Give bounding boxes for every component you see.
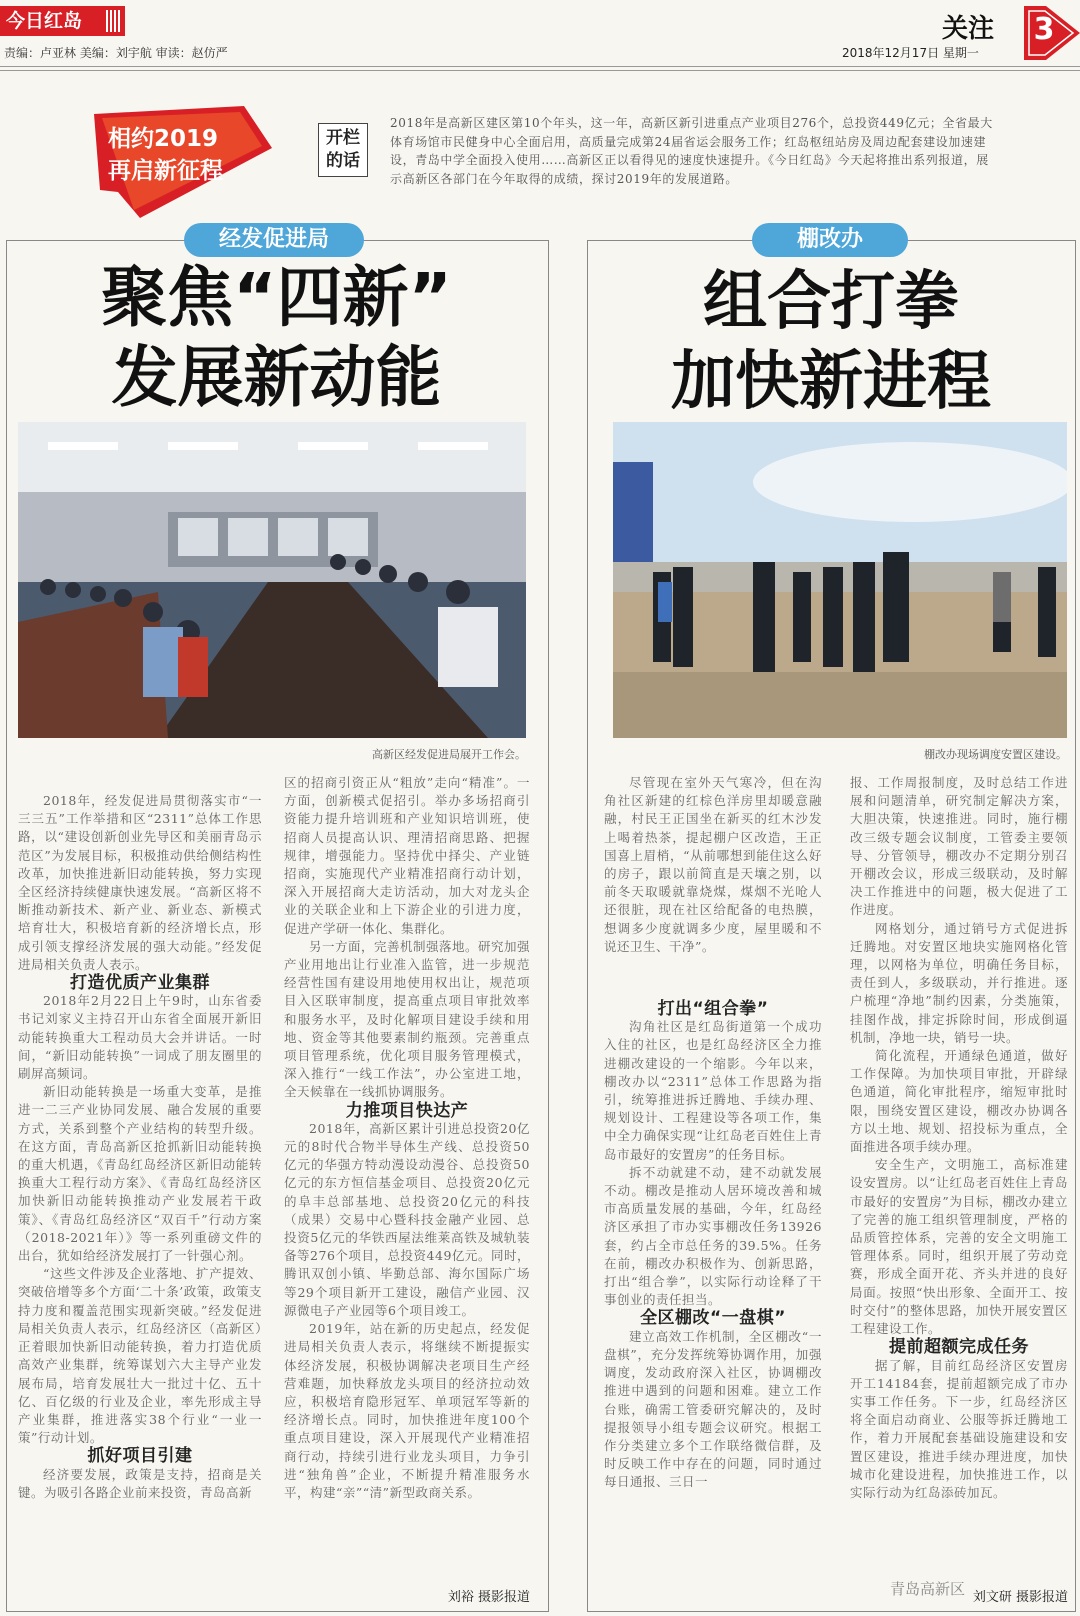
banner-line-2: 再启新征程 [108,158,223,184]
left-headline [10,258,543,418]
paragraph: 另一方面，完善机制强落地。研究加强产业用地出让行业准入监管，进一步规范经营性国有建设用地使用权出让，规范项目入区联审制度，提高重点项目审批效率和服务水平，及时化解项目建设手续和用地、资金等其他要素制约瓶颈。完善重点项目管理系统，优化项目服务管理模式，深入推行“一线工作法”，办公室进工地，全天候靠在一线抓协调服务。 [284,938,530,1100]
paragraph: 报、工作周报制度，及时总结工作进展和问题清单，研究制定解决方案，大胆决策，快速推进。同时，施行棚改三级专题会议制度，工管委主要领导、分管领导，棚改办不定期分别召开棚改会议，形成三级联动，及时解决工作推进中的问题，极大促进了工作进度。 [850,775,1068,918]
section-title: 关注 [942,14,995,44]
paragraph: 网格划分，通过销号方式促进拆迁腾地。对安置区地块实施网格化管理，以网格为单位，明确任务目标，责任到人，多级联动，并行推进。逐户梳理“净地”制约因素，分类施策，挂图作战，排定拆除时间，形成倒逼机制，净地一块，销号一块。 [850,920,1068,1045]
paragraph: 新旧动能转换是一场重大变革，是推进一二三产业协同发展、融合发展的重要方式，关系到整个产业结构的转型升级。在这方面，青岛高新区抢抓新旧动能转换的重大机遇，《青岛红岛经济区新旧动能转换重大工程行动方案》、《青岛红岛经济区加快新旧动能转换推动产业发展若干政策》、《青岛红岛经济区“双百千”行动方案（2018-2021年）》等一系列重磅文件的出台，犹如给经济发展打了一针强心剂。 [18,1084,262,1264]
subheading: 提前超额完成任务 [889,1337,1029,1358]
paragraph: 安全生产，文明施工，高标准建设安置房。以“让红岛老百姓住上青岛市最好的安置房”为目标，棚改办建立了完善的施工组织管理制度，严格的品质管控体系，完善的安全文明施工管理体系。同时，组织开展了劳动竞赛，形成全面开花、齐头并进的良好局面。按照“快出形象、全面开工、按时交付”的整体思路，加快开展安置区工程建设工作。 [850,1157,1068,1337]
construction-site-image [613,422,1067,738]
left-article-column-2 [284,774,530,1584]
meeting-photo [18,422,526,738]
paragraph: 据了解，目前红岛经济区安置房开工14184套，提前超额完成了市办实事工作任务。下一步，红岛经济区将全面启动商业、公服等拆迁腾地工作，着力开展配套基础设施建设和安置区建设，推进手续办理进度，加快城市化建设进程，加快推进工作，以实际行动为红岛添砖加瓦。 [850,1357,1068,1500]
meeting-room-image [18,422,526,738]
paragraph: 经济要发展，政策是支持，招商是关键。为吸引各路企业前来投资，青岛高新 [18,1466,262,1500]
column-intro-label [318,123,368,177]
masthead-logo [0,6,125,36]
paragraph: 区的招商引资正从“粗放”走向“精准”。一方面，创新模式促招引。举办多场招商引资能力提升培训班和产业知识培训班，使招商人员提高认识、理清招商思路、把握规律，增强能力。坚持优中择尖、产业链招商，实施现代产业精准招商行动计划，深入开展招商大走访活动，加大对龙头企业的关联企业和上下游企业的引进力度，促进产学研一体化、集群化。 [284,775,530,936]
right-article-column-2 [850,774,1068,1574]
paragraph: 简化流程，开通绿色通道，做好工作保障。为加快项目审批，开辟绿色通道，简化审批程序，缩短审批时限，围绕安置区建设，棚改办协调各方以土地、规划、招投标为重点，全面推进各项手续办理。 [850,1048,1068,1155]
paragraph: 2019年，站在新的历史起点，经发促进局相关负责人表示，将继续不断提振实体经济发展，积极协调解决老项目生产经营难题，加快释放龙头项目的经济拉动效应，积极培育隐形冠军、单项冠军等新的经济增长点。同时，加快推进年度100个重点项目建设，深入开展现代产业精准招商行动，持续引进行业龙头项目，力争引进“独角兽”企业，不断提升精准服务水平，构建“亲”“清”新型政商关系。 [284,1321,530,1500]
right-headline [590,262,1072,422]
paragraph: 2018年2月22日上午9时，山东省委书记刘家义主持召开山东省全面展开新旧动能转换重大工程动员大会并讲话。一时间，“新旧动能转换”一词成了朋友圈里的刷屏高频词。 [18,993,262,1082]
left-article-tag: 经发促进局 [184,223,364,257]
right-article-tag: 棚改办 [752,223,908,257]
page-number: 3 [1033,12,1055,47]
page-number-badge [1024,6,1080,60]
left-headline-line-1: 聚焦“四新” [101,259,452,336]
subheading: 力推项目快达产 [345,1100,469,1121]
left-photo-caption: 高新区经发促进局展开工作会。 [372,748,526,761]
subheading: 打造优质产业集群 [70,973,210,994]
right-headline-line-2: 加快新进程 [671,345,991,419]
left-byline: 刘裕 摄影报道 [447,1590,530,1605]
right-headline-line-1: 组合打拳 [703,265,959,339]
right-article-column-1 [604,774,822,1584]
subheading: 打出“组合拳” [657,999,769,1020]
column-intro-text: 2018年是高新区建区第10个年头，这一年，高新区新引进重点产业项目276个，总投资449亿元；全省最大体育场馆市民健身中心全面启用，高质量完成第24届省运会服务工作；红岛枢纽站房及周边配套建设加速建设，青岛中学全面投入使用……高新区正以看得见的速度快速提升。《今日红岛》今天起将推出系列报道，展示高新区各部门在今年取得的成绩，探讨2019年的发展道路。 [390,116,993,186]
header-divider [0,66,1080,67]
paragraph: 2018年，经发促进局贯彻落实市“一三三五”工作举措和区“2311”总体工作思路，以“建设创新创业先导区和美丽青岛示范区”为发展目标，积极推动供给侧结构性改革，加快推进新旧动能转换，努力实现全区经济持续健康快速发展。“高新区将不断推动新技术、新产业、新业态、新模式培育壮大，积极培育新的经济增长点，形成引领支撑经济发展的强大动能。”经发促进局相关负责人表示。 [18,793,262,972]
paragraph: 拆不动就建不动，建不动就发展不动。棚改是推动人居环境改善和城市高质量发展的基础，今年，红岛经济区承担了市办实事棚改任务13926套，约占全市总任务的39.5%。任务在前，棚改办积极作为、创新思路，打出“组合拳”，以实际行动诠释了干事创业的责任担当。 [604,1164,822,1308]
left-headline-line-2: 发展新动能 [111,339,442,416]
banner-line-1: 相约2019 [108,126,219,152]
editor-credits: 责编：卢亚林 美编：刘宇航 审读：赵仿严 [4,46,228,60]
paragraph: 沟角社区是红岛街道第一个成功入住的社区，也是红岛经济区全力推进棚改建设的一个缩影。今年以来，棚改办以“2311”总体工作思路为指引，统筹推进拆迁腾地、手续办理、规划设计、工程建设等各项工作，集中全力确保实现“让红岛老百姓住上青岛市最好的安置房”的任务目标。 [604,1019,822,1162]
subheading: 抓好项目引建 [87,1446,193,1467]
site-photo [613,422,1067,738]
right-photo-caption: 棚改办现场调度安置区建设。 [924,748,1067,761]
intro-label-line-2: 的话 [326,151,360,171]
right-byline: 刘文研 摄影报道 [972,1590,1068,1605]
masthead-logo-text: 今日红岛 [6,10,83,32]
header-divider-secondary [0,70,1080,71]
left-article-column-1 [18,792,262,1602]
wechat-watermark: 青岛高新区 [890,1580,966,1598]
paragraph: 建立高效工作机制，全区棚改“一盘棋”，充分发挥统筹协调作用，加强调度，发动政府深入社区，协调棚改推进中遇到的问题和困难。建立工作台账，确需工管委研究解决的，及时提报领导小组专题会议研究。根据工作分类建立多个工作联络微信群，及时反映工作中存在的问题，同时通过每日通报、三日一 [604,1328,822,1490]
column-banner-logo [94,106,272,218]
subheading: 全区棚改“一盘棋” [640,1308,786,1329]
intro-label-line-1: 开栏 [326,128,360,148]
paragraph: “这些文件涉及企业落地、扩产提效、突破倍增等多个方面‘二十条’政策，政策支持力度和覆盖范围实现新突破。”经发促进局相关负责人表示，红岛经济区（高新区）正着眼加快新旧动能转换，着力打造优质高效产业集群，统筹谋划六大主导产业发展布局，培育发展壮大一批过十亿、五十亿、百亿级的行业及企业，率先形成主导产业集群，推进落实38个行业“一业一策”行动计划。 [18,1266,262,1446]
date-line: 2018年12月17日 星期一 [842,46,979,60]
paragraph: 2018年，高新区累计引进总投资20亿元的8时代合物半导体生产线、总投资50亿元的华强方特动漫设动漫谷、总投资50亿元的东方恒信基金项目、总投资20亿元的阜丰总部基地、总投资20亿元的科技（成果）交易中心暨科技金融产业园、总投资5亿元的华铁西屋法维莱高铁及城轨装备等276个项目，总投资449亿元。同时，腾讯双创小镇、毕勤总部、海尔国际广场等29个项目新开工建设，融信产业园、汉源微电子产业园等6个项目竣工。 [284,1120,530,1318]
paragraph: 尽管现在室外天气寒冷，但在沟角社区新建的红棕色洋房里却暖意融融，村民王正国坐在新买的红木沙发上喝着热茶，提起棚户区改造，王正国喜上眉梢，“从前哪想到能住这么好的房子，跟以前简直是天壤之别，以前冬天取暖就靠烧煤，煤烟不光呛人还很脏，现在社区给配备的电热膜，想调多少度就调多少度，屋里暖和不说还卫生、干净”。 [604,775,822,954]
